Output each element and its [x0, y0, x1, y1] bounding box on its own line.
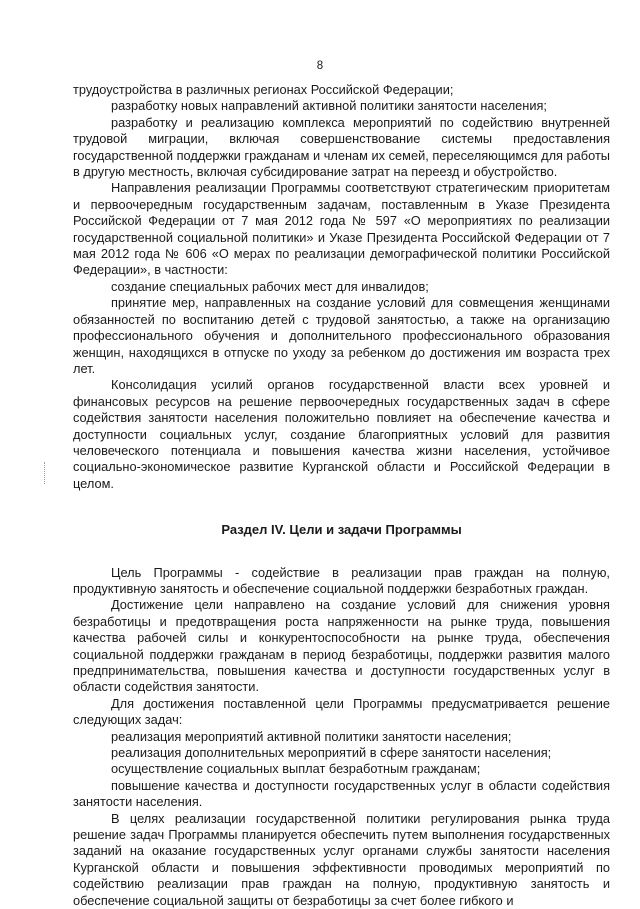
paragraph: Цель Программы - содействие в реализации прав граждан на полную, продуктивную занятость и обеспечение социальной поддержки безработных граждан. — [73, 564, 610, 596]
paragraph: трудоустройства в различных регионах Российской Федерации; — [73, 82, 454, 97]
margin-mark — [44, 462, 46, 484]
paragraph: принятие мер, направленных на создание условий для совмещения женщинами обязанностей по воспитанию детей с трудовой занятостью, а также на организацию профессионального обучения и дополнительного профессионального образования женщин, находящихся в отпуске по уходу за ребенком до достижения им возраста трех лет. — [73, 295, 610, 376]
paragraph: осуществление социальных выплат безработным гражданам; — [111, 761, 481, 777]
paragraph: реализация мероприятий активной политики занятости населения; — [111, 728, 512, 744]
paragraph: разработку новых направлений активной политики занятости населения; — [111, 98, 547, 114]
document-body — [73, 82, 610, 909]
paragraph: Для достижения поставленной цели Программы предусматривается решение следующих задач: — [73, 695, 610, 728]
paragraph: разработку и реализацию комплекса мероприятий по содействию внутренней трудовой миграции, включая совершенствование системы предоставления государственной поддержки гражданам и членам их семей, переселяющимся для работы в другую местность, включая субсидирование затрат на переезд и обустройство. — [73, 114, 610, 180]
paragraph: создание специальных рабочих мест для инвалидов; — [111, 278, 429, 294]
paragraph: Консолидация усилий органов государственной власти всех уровней и финансовых ресурсов на решение первоочередных государственных задач в сфере содействия занятости населения положительно повлияет на обеспечение качества и доступности социальных услуг, создание благоприятных условий для развития человеческого потенциала и повышения качества жизни населения, устойчивое социально-экономическое развитие Курганской области и Российской Федерации в целом. — [73, 377, 610, 491]
paragraph: В целях реализации государственной политики регулирования рынка труда решение задач Программы планируется обеспечить путем выполнения государственных заданий на оказание государственных услуг органами службы занятости населения Курганской области и повышения эффективности проводимых мероприятий по содействию реализации прав граждан на полную, продуктивную занятость и обеспечение социальной защиты от безработицы за счет более гибкого и — [73, 810, 610, 908]
section-title: Раздел IV. Цели и задачи Программы — [221, 522, 462, 538]
paragraph: повышение качества и доступности государственных услуг в области содействия занятости населения. — [73, 777, 610, 810]
paragraph: Достижение цели направлено на создание условий для снижения уровня безработицы и предотвращения роста напряженности на рынке труда, повышения качества рабочей силы и конкурентоспособности на рынке труда, обеспечения социальной поддержки гражданам в период безработицы, поддержки развития малого предпринимательства, повышения качества и доступности государственных услуг в области содействия занятости. — [73, 597, 610, 695]
paragraph: Направления реализации Программы соответствуют стратегическим приоритетам и первоочередным государственным задачам, поставленным в Указе Президента Российской Федерации от 7 мая 2012 года № 597 «О мероприятиях по реализации государственной социальной политики» и Указе Президента Российской Федерации от 7 мая 2012 года № 606 «О мерах по реализации демографической политики Российской Федерации», в частности: — [73, 180, 610, 278]
paragraph: реализация дополнительных мероприятий в сфере занятости населения; — [111, 745, 552, 761]
page-number: 8 — [316, 60, 324, 72]
